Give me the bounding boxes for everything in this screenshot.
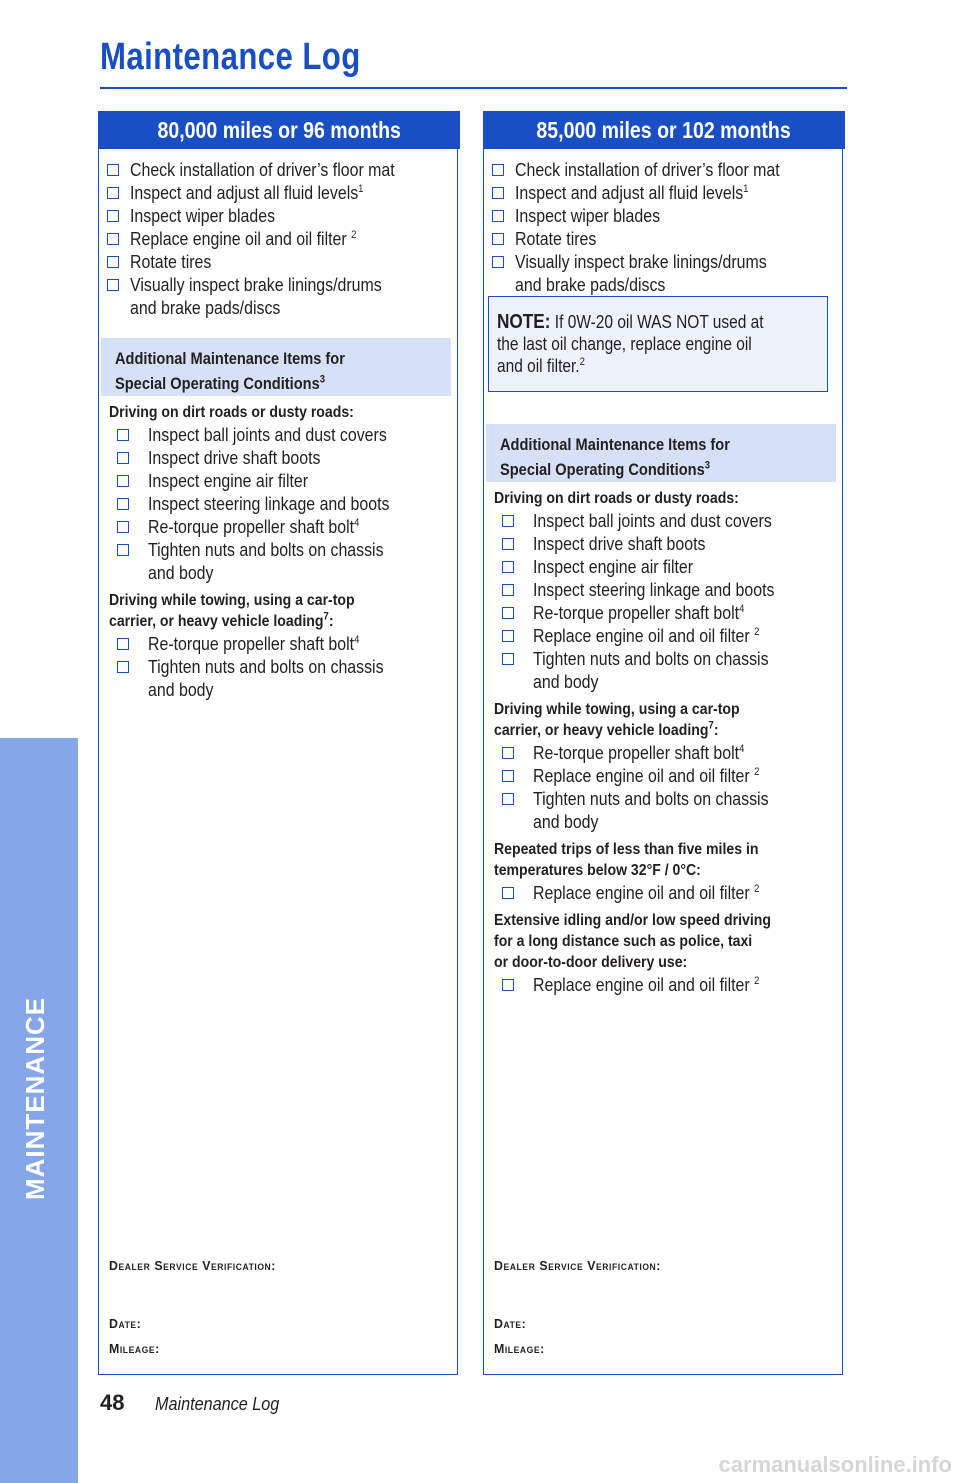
checklist-item-label: Rotate tires xyxy=(130,251,212,272)
page-title: Maintenance Log xyxy=(100,36,361,78)
footnote-ref: 2 xyxy=(754,625,760,638)
date-label: Date: xyxy=(494,1316,527,1331)
checklist-item xyxy=(494,509,839,532)
checklist-item xyxy=(109,632,454,655)
footnote-ref: 1 xyxy=(743,182,749,195)
checklist-item xyxy=(105,158,450,181)
footer-section-title: Maintenance Log xyxy=(155,1394,280,1414)
checkbox-icon[interactable] xyxy=(502,979,514,991)
checklist-item-label: Inspect engine air filter xyxy=(148,470,309,491)
maintenance-column-85000 xyxy=(483,111,843,1375)
footnote-ref: 4 xyxy=(739,602,745,615)
column-header: 80,000 miles or 96 months xyxy=(98,111,460,149)
checkbox-icon[interactable] xyxy=(107,164,119,176)
checklist-item xyxy=(490,158,835,181)
checklist-item-label: Tighten nuts and bolts on chassis xyxy=(148,539,384,560)
special-conditions xyxy=(109,398,454,701)
checklist-item-label: Inspect drive shaft boots xyxy=(533,533,706,554)
checklist-item-continuation: and brake pads/discs xyxy=(515,274,666,295)
footnote-ref: 3 xyxy=(704,459,710,472)
footnote-ref: 2 xyxy=(754,882,760,895)
checklist-item xyxy=(109,423,454,446)
checklist-item xyxy=(490,250,835,296)
checkbox-icon[interactable] xyxy=(502,561,514,573)
condition-heading: Driving while towing, using a car-top carrier, or heavy vehicle loading$^7$: xyxy=(109,592,355,630)
checkbox-icon[interactable] xyxy=(502,653,514,665)
checkbox-icon[interactable] xyxy=(502,515,514,527)
checklist-item-label: Re-torque propeller shaft bolt$^4$ xyxy=(533,742,745,763)
checklist-item-label: Re-torque propeller shaft bolt$^4$ xyxy=(533,602,745,623)
checkbox-icon[interactable] xyxy=(502,793,514,805)
condition-heading: Extensive idling and/or low speed driving for a long distance such as police, taxi or door-to-door delivery use: xyxy=(494,912,771,971)
checkbox-icon[interactable] xyxy=(117,452,129,464)
checklist-item-label: Rotate tires xyxy=(515,228,597,249)
checkbox-icon[interactable] xyxy=(107,233,119,245)
checklist-item xyxy=(490,204,835,227)
checklist-item-label: Replace engine oil and oil filter $^2$ xyxy=(533,974,760,995)
checklist-item xyxy=(494,601,839,624)
footnote-ref: 3 xyxy=(319,373,325,386)
checklist-item-label: Inspect steering linkage and boots xyxy=(533,579,775,600)
footnote-ref: 2 xyxy=(754,765,760,778)
footnote-ref: 4 xyxy=(739,742,745,755)
checklist-item-continuation: and body xyxy=(148,679,214,700)
checklist-item-label: Tighten nuts and bolts on chassis xyxy=(533,648,769,669)
page-number: 48 xyxy=(100,1390,125,1415)
condition-heading: Driving while towing, using a car-top carrier, or heavy vehicle loading$^7$: xyxy=(494,701,740,739)
checkbox-icon[interactable] xyxy=(492,210,504,222)
checklist-item xyxy=(105,204,450,227)
checklist-item-label: Re-torque propeller shaft bolt$^4$ xyxy=(148,516,360,537)
section-side-label: MAINTENANCE xyxy=(20,996,50,1200)
note-box: NOTE: If 0W-20 oil WAS NOT used at the last oil change, replace engine oil and oil filter.$^2$ xyxy=(488,296,828,392)
checklist-item-label: Inspect engine air filter xyxy=(533,556,694,577)
mileage-label: Mileage: xyxy=(109,1341,160,1356)
title-rule xyxy=(100,87,847,89)
special-conditions-heading xyxy=(486,424,836,482)
special-conditions-heading xyxy=(101,338,451,396)
footnote-ref: 1 xyxy=(358,182,364,195)
checklist-item-label: Inspect steering linkage and boots xyxy=(148,493,390,514)
special-title-line2: Special Operating Conditions xyxy=(115,374,320,393)
special-title-line2: Special Operating Conditions xyxy=(500,460,705,479)
condition-heading: Repeated trips of less than five miles in temperatures below 32°F / 0°C: xyxy=(494,841,759,879)
checklist-item xyxy=(109,538,454,584)
checklist-item-label: Replace engine oil and oil filter $^2$ xyxy=(533,882,760,903)
checklist-item-label: Re-torque propeller shaft bolt$^4$ xyxy=(148,633,360,654)
checkbox-icon[interactable] xyxy=(117,498,129,510)
footnote-ref: 2 xyxy=(754,974,760,987)
checklist-item-continuation: and brake pads/discs xyxy=(130,297,281,318)
checklist-item-label: Inspect wiper blades xyxy=(515,205,661,226)
checkbox-icon[interactable] xyxy=(107,279,119,291)
checklist-item-label: Inspect drive shaft boots xyxy=(148,447,321,468)
checklist-item xyxy=(105,273,450,319)
checklist-item-label: Inspect ball joints and dust covers xyxy=(148,424,387,445)
checklist-item xyxy=(494,624,839,647)
checkbox-icon[interactable] xyxy=(107,256,119,268)
checklist-item-label: Inspect and adjust all fluid levels$^1$ xyxy=(130,182,364,203)
checklist-item-label: Inspect and adjust all fluid levels$^1$ xyxy=(515,182,749,203)
checklist-item xyxy=(105,250,450,273)
dealer-verification-label: Dealer Service Verification: xyxy=(109,1258,276,1273)
checklist-item xyxy=(490,227,835,250)
checkbox-icon[interactable] xyxy=(502,607,514,619)
checkbox-icon[interactable] xyxy=(502,538,514,550)
checkbox-icon[interactable] xyxy=(107,210,119,222)
footnote-ref: 4 xyxy=(354,633,360,646)
checklist-item-continuation: and body xyxy=(533,811,599,832)
checklist-item xyxy=(109,446,454,469)
checklist-item-label: Replace engine oil and oil filter $^2$ xyxy=(533,765,760,786)
checklist-item xyxy=(490,181,835,204)
dealer-verification-label: Dealer Service Verification: xyxy=(494,1258,661,1273)
checklist-item xyxy=(494,764,839,787)
note-label: NOTE: xyxy=(497,311,551,333)
checklist-item-continuation: and body xyxy=(148,562,214,583)
checklist-main xyxy=(105,158,450,319)
checkbox-icon[interactable] xyxy=(117,638,129,650)
checkbox-icon[interactable] xyxy=(502,584,514,596)
checklist-item xyxy=(494,973,839,996)
checkbox-icon[interactable] xyxy=(502,630,514,642)
checklist-item-label: Visually inspect brake linings/drums xyxy=(130,274,382,295)
condition-heading: Driving on dirt roads or dusty roads: xyxy=(109,404,354,421)
checklist-item xyxy=(109,492,454,515)
checklist-item-label: Tighten nuts and bolts on chassis xyxy=(533,788,769,809)
checkbox-icon[interactable] xyxy=(492,187,504,199)
checklist-item-label: Replace engine oil and oil filter $^2$ xyxy=(533,625,760,646)
checklist-item xyxy=(494,532,839,555)
checklist-item-label: Replace engine oil and oil filter $^2$ xyxy=(130,228,357,249)
checklist-item-label: Tighten nuts and bolts on chassis xyxy=(148,656,384,677)
special-conditions xyxy=(494,484,839,996)
checklist-main xyxy=(490,158,835,296)
checklist-item xyxy=(494,881,839,904)
checklist-item xyxy=(105,227,450,250)
checkbox-icon[interactable] xyxy=(502,747,514,759)
watermark: carmanualsonline.info xyxy=(718,1452,952,1477)
checklist-item xyxy=(494,578,839,601)
condition-heading: Driving on dirt roads or dusty roads: xyxy=(494,490,739,507)
checklist-item xyxy=(109,655,454,701)
checklist-item xyxy=(109,469,454,492)
checkbox-icon[interactable] xyxy=(492,233,504,245)
checkbox-icon[interactable] xyxy=(107,187,119,199)
checklist-item xyxy=(109,515,454,538)
maintenance-column-80000 xyxy=(98,111,458,1375)
checklist-item xyxy=(105,181,450,204)
mileage-label: Mileage: xyxy=(494,1341,545,1356)
checkbox-icon[interactable] xyxy=(502,887,514,899)
special-title-line1: Additional Maintenance Items for xyxy=(500,435,730,454)
checkbox-icon[interactable] xyxy=(117,521,129,533)
checkbox-icon[interactable] xyxy=(492,256,504,268)
checklist-item-continuation: and body xyxy=(533,671,599,692)
column-header: 85,000 miles or 102 months xyxy=(483,111,845,149)
date-label: Date: xyxy=(109,1316,142,1331)
checkbox-icon[interactable] xyxy=(502,770,514,782)
checklist-item-label: Check installation of driver’s floor mat xyxy=(130,159,395,180)
checkbox-icon[interactable] xyxy=(117,429,129,441)
checklist-item xyxy=(494,787,839,833)
checkbox-icon[interactable] xyxy=(117,544,129,556)
footnote-ref: 4 xyxy=(354,516,360,529)
checkbox-icon[interactable] xyxy=(117,475,129,487)
checklist-item-label: Visually inspect brake linings/drums xyxy=(515,251,767,272)
checkbox-icon[interactable] xyxy=(492,164,504,176)
checklist-item-label: Inspect ball joints and dust covers xyxy=(533,510,772,531)
checklist-item-label: Check installation of driver’s floor mat xyxy=(515,159,780,180)
checklist-item xyxy=(494,555,839,578)
special-title-line1: Additional Maintenance Items for xyxy=(115,349,345,368)
checkbox-icon[interactable] xyxy=(117,661,129,673)
checklist-item xyxy=(494,741,839,764)
checklist-item xyxy=(494,647,839,693)
footnote-ref: 2 xyxy=(351,228,357,241)
checklist-item-label: Inspect wiper blades xyxy=(130,205,276,226)
